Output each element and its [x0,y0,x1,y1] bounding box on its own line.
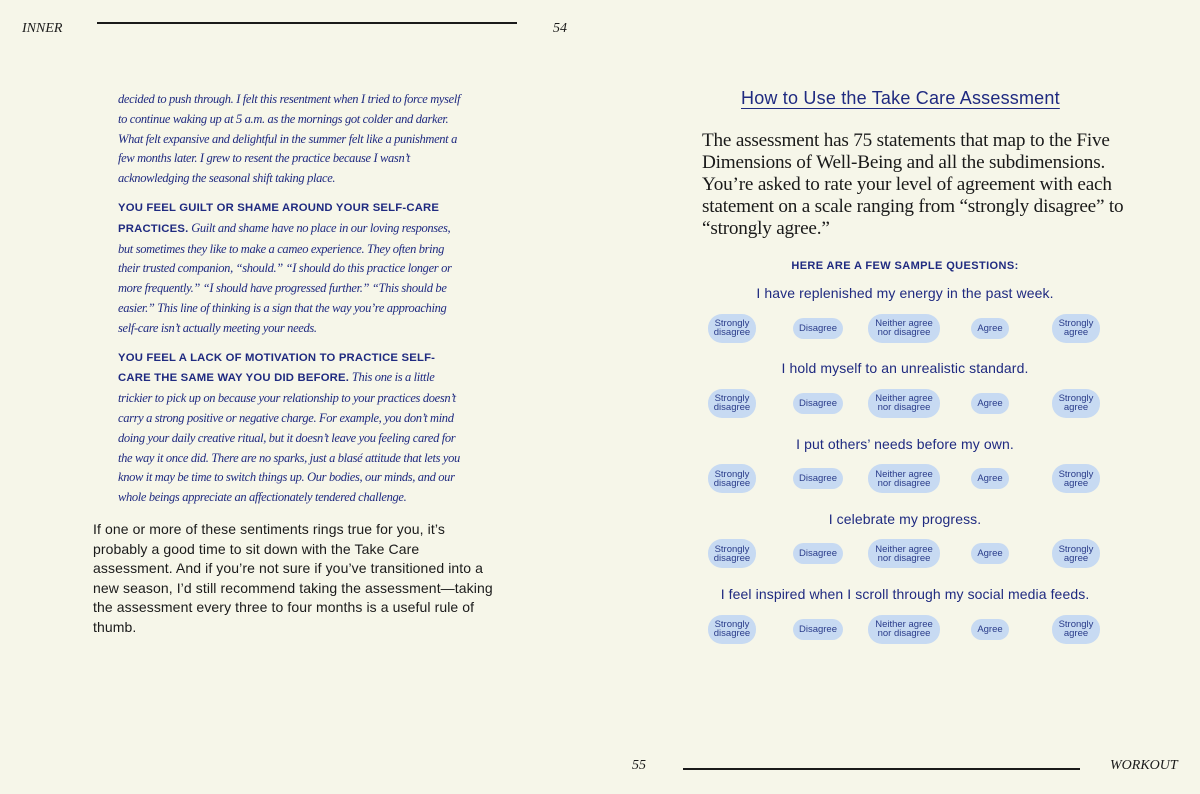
scale-option-agree: Agree [971,468,1009,489]
running-head-section: INNER [22,21,63,36]
scale-option-neither: Neither agree nor disagree [868,314,940,343]
scale-option-disagree: Disagree [793,318,843,339]
scale-option-strongly-disagree: Strongly disagree [708,539,756,568]
scale-option-disagree: Disagree [793,393,843,414]
sample-question: I put others’ needs before my own. [796,435,1014,452]
scale-option-strongly-disagree: Strongly disagree [708,464,756,493]
section-text: Guilt and shame have no place in our loving responses, but sometimes they like to make a cameo experience. They often bring their trusted companion, “should.” “I should do this practice longer or more frequently.” “I should have progressed further.” “This should be easier.” This line of thinking is a sign that the way you’re approaching self-care isn’t actually meeting your needs. [118,220,452,335]
quote-intro: decided to push through. I felt this resentment when I tried to force myself to continue waking up at 5 a.m. as the mornings got colder and darker. What felt expansive and delightful in the summer felt like a punishment a few months later. I grew to resent the practice because I wasn’t acknowledging the seasonal shift taking place. [118,92,461,186]
running-foot-section: WORKOUT [1110,758,1178,773]
scale-option-agree: Agree [971,543,1009,564]
page-number-left: 54 [553,21,567,36]
scale-option-disagree: Disagree [793,543,843,564]
scale-option-strongly-agree: Strongly agree [1052,389,1100,418]
sample-question: I hold myself to an unrealistic standard. [781,360,1029,377]
scale-option-neither: Neither agree nor disagree [868,539,940,568]
scale-option-neither: Neither agree nor disagree [868,389,940,418]
scale-option-agree: Agree [971,393,1009,414]
section-heading: How to Use the Take Care Assessment [741,88,1060,108]
sample-question: I feel inspired when I scroll through my social media feeds. [720,586,1090,603]
scale-option-strongly-agree: Strongly agree [1052,615,1100,644]
quote-section-guilt [118,198,463,339]
section-kicker: YOU FEEL GUILT OR SHAME AROUND YOUR SELF-CARE PRACTICES. [118,201,440,235]
scale-option-strongly-agree: Strongly agree [1052,464,1100,493]
samples-label: HERE ARE A FEW SAMPLE QUESTIONS: [791,260,1019,272]
sample-question: I have replenished my energy in the past week. [756,285,1054,301]
section-kicker: YOU FEEL A LACK OF MOTIVATION TO PRACTICE SELF-CARE THE SAME WAY YOU DID BEFORE. [118,351,436,385]
scale-option-neither: Neither agree nor disagree [868,615,940,644]
quote-section-motivation [118,348,463,508]
scale-option-strongly-disagree: Strongly disagree [708,615,756,644]
scale-option-neither: Neither agree nor disagree [868,464,940,493]
footer-rule [683,768,1080,770]
body-paragraph: If one or more of these sentiments rings true for you, it’s probably a good time to sit down with the Take Care assessment. And if you’re not sure if you’ve transitioned into a new season, I’d still recommend taking the assessment—taking the assessment every three to four months is a useful rule of thumb. [93,521,493,635]
scale-option-agree: Agree [971,619,1009,640]
page-number-right: 55 [632,758,646,773]
scale-option-agree: Agree [971,318,1009,339]
scale-option-disagree: Disagree [793,619,843,640]
intro-paragraph: The assessment has 75 statements that map to the Five Dimensions of Well-Being and all the subdimensions. You’re asked to rate your level of agreement with each statement on a scale ranging from “strongly disagree” to “strongly agree.” [702,130,1124,239]
scale-option-strongly-agree: Strongly agree [1052,539,1100,568]
section-text: This one is a little trickier to pick up on because your relationship to your practices doesn’t carry a strong positive or negative charge. For example, you don’t mind doing your daily creative ritual, but it doesn’t leave you feeling cared for the way it once did. There are no sparks, just a blasé attitude that lets you know it may be time to switch things up. Our bodies, our minds, and our whole beings appreciate an affectionately tendered challenge. [118,370,460,505]
scale-option-strongly-agree: Strongly agree [1052,314,1100,343]
scale-option-strongly-disagree: Strongly disagree [708,314,756,343]
scale-option-strongly-disagree: Strongly disagree [708,389,756,418]
scale-option-disagree: Disagree [793,468,843,489]
header-rule [97,22,517,24]
sample-question: I celebrate my progress. [828,510,982,527]
pull-quote-column [118,90,463,517]
